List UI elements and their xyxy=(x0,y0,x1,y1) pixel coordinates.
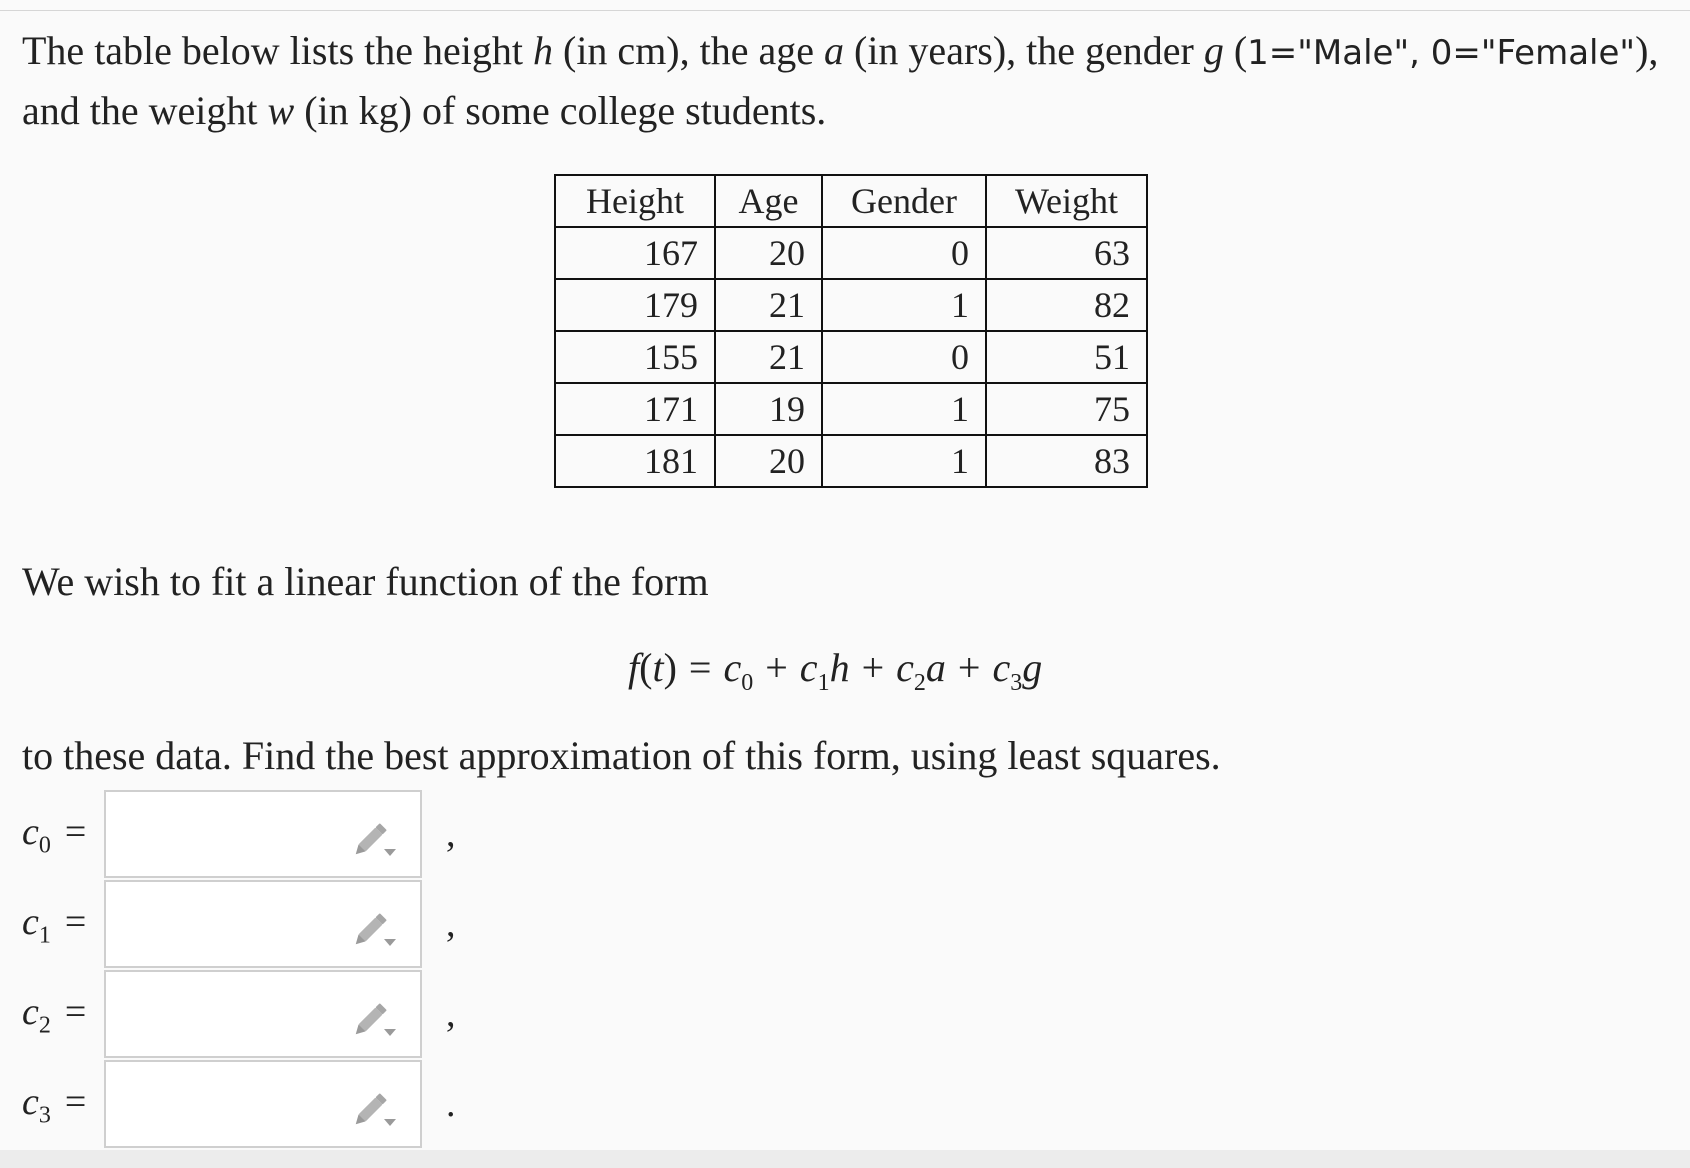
answer-row-c0 xyxy=(0,790,520,880)
intro-text: The table below lists the height xyxy=(22,28,533,73)
answer-label xyxy=(22,1080,86,1130)
table-row xyxy=(555,331,1147,383)
var-a: a xyxy=(824,28,844,73)
formula-plus: + xyxy=(957,645,981,690)
cell-weight: 51 xyxy=(986,331,1147,383)
student-data-table xyxy=(554,174,1148,488)
gender-codes: 1="Male", 0="Female" xyxy=(1247,33,1636,73)
formula-paren: ( xyxy=(639,645,653,690)
header-age: Age xyxy=(715,175,822,227)
formula-subscript: 1 xyxy=(817,670,830,696)
answer-label xyxy=(22,990,86,1040)
answer-box xyxy=(104,970,422,1058)
cell-age: 19 xyxy=(715,383,822,435)
formula-f: f xyxy=(628,645,640,690)
cell-weight: 82 xyxy=(986,279,1147,331)
intro-text: (in years), the gender xyxy=(844,28,1204,73)
formula-g: g xyxy=(1022,645,1043,690)
cell-age: 20 xyxy=(715,227,822,279)
intro-text: (in kg) of some college students. xyxy=(294,88,827,133)
coef-symbol: c xyxy=(22,901,39,943)
cell-age: 20 xyxy=(715,435,822,487)
answer-input-c3[interactable] xyxy=(106,1062,356,1146)
answer-input-c2[interactable] xyxy=(106,972,356,1056)
intro-text: ( xyxy=(1223,28,1248,73)
pencil-dropdown-icon[interactable] xyxy=(354,908,398,948)
table-row xyxy=(555,383,1147,435)
formula-h: h xyxy=(829,645,850,690)
answer-input-c1[interactable] xyxy=(106,882,356,966)
formula-c: c xyxy=(992,645,1011,690)
var-g: g xyxy=(1203,28,1224,73)
coef-subscript: 0 xyxy=(38,832,51,859)
separator: , xyxy=(446,813,456,855)
cell-gender: 0 xyxy=(822,227,986,279)
formula-plus: + xyxy=(765,645,788,690)
table-row xyxy=(555,279,1147,331)
formula-subscript: 2 xyxy=(913,670,926,696)
equals-sign: = xyxy=(64,811,87,853)
table-header-row xyxy=(555,175,1147,227)
cell-height: 181 xyxy=(555,435,715,487)
table-row xyxy=(555,227,1147,279)
coef-subscript: 2 xyxy=(38,1012,51,1039)
formula-subscript: 3 xyxy=(1010,670,1023,696)
cell-gender: 1 xyxy=(822,383,986,435)
cell-weight: 83 xyxy=(986,435,1147,487)
coef-symbol: c xyxy=(22,1081,39,1123)
form-sentence: We wish to fit a linear function of the form xyxy=(22,559,709,604)
answer-row-c1 xyxy=(0,880,520,970)
coef-subscript: 3 xyxy=(38,1102,51,1129)
header-height: Height xyxy=(555,175,715,227)
cell-gender: 0 xyxy=(822,331,986,383)
formula-c: c xyxy=(723,645,742,690)
answer-box xyxy=(104,880,422,968)
cell-height: 179 xyxy=(555,279,715,331)
header-weight: Weight xyxy=(986,175,1147,227)
intro-text: (in cm), the age xyxy=(553,28,824,73)
coef-symbol: c xyxy=(22,991,39,1033)
equals-sign: = xyxy=(64,991,87,1033)
formula-plus: + xyxy=(861,645,885,690)
var-w: w xyxy=(267,88,295,133)
cell-age: 21 xyxy=(715,279,822,331)
answer-input-c0[interactable] xyxy=(106,792,356,876)
formula-subscript: 0 xyxy=(741,670,754,696)
formula-c: c xyxy=(896,645,914,690)
bottom-band xyxy=(0,1150,1690,1168)
header-gender: Gender xyxy=(822,175,986,227)
cell-weight: 63 xyxy=(986,227,1147,279)
equals-sign: = xyxy=(64,901,87,943)
pencil-dropdown-icon[interactable] xyxy=(354,818,398,858)
formula-paren: ) xyxy=(663,645,677,690)
answer-row-c3 xyxy=(0,1060,520,1150)
cell-height: 171 xyxy=(555,383,715,435)
cell-weight: 75 xyxy=(986,383,1147,435)
cell-gender: 1 xyxy=(822,435,986,487)
answer-box xyxy=(104,1060,422,1148)
equals-sign: = xyxy=(64,1081,87,1123)
formula-t: t xyxy=(652,645,664,690)
formula-c: c xyxy=(799,645,818,690)
fit-instruction: to these data. Find the best approximation of this form, using least squares. xyxy=(22,733,1221,778)
separator: . xyxy=(446,1083,456,1125)
top-divider xyxy=(0,10,1690,11)
coef-symbol: c xyxy=(22,811,39,853)
answer-label xyxy=(22,810,86,860)
pencil-dropdown-icon[interactable] xyxy=(354,1088,398,1128)
coef-subscript: 1 xyxy=(38,922,51,949)
answer-row-c2 xyxy=(0,970,520,1060)
intro-text: ), and the weight xyxy=(22,28,1659,133)
separator: , xyxy=(446,993,456,1035)
cell-height: 155 xyxy=(555,331,715,383)
model-formula xyxy=(628,644,1042,697)
cell-height: 167 xyxy=(555,227,715,279)
cell-gender: 1 xyxy=(822,279,986,331)
formula-a: a xyxy=(925,645,946,690)
answer-box xyxy=(104,790,422,878)
problem-intro xyxy=(22,22,1672,140)
var-h: h xyxy=(533,28,553,73)
pencil-dropdown-icon[interactable] xyxy=(354,998,398,1038)
cell-age: 21 xyxy=(715,331,822,383)
separator: , xyxy=(446,903,456,945)
answer-label xyxy=(22,900,86,950)
table-row xyxy=(555,435,1147,487)
formula-equals: = xyxy=(688,645,712,690)
